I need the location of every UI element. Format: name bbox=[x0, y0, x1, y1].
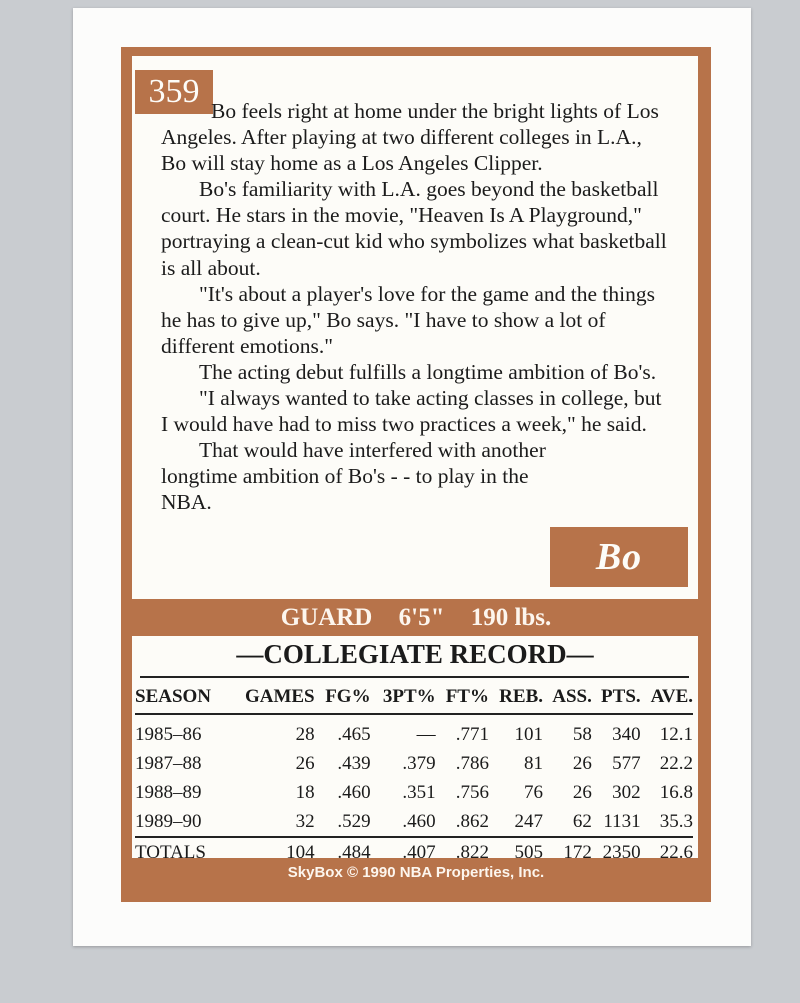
table-cell: 58 bbox=[572, 723, 592, 745]
collegiate-record-table bbox=[135, 680, 693, 867]
story-paragraph-1: Bo feels right at home under the bright lights of Los Angeles. After playing at two different colleges in L.A., Bo will stay home as a Los Angeles Clipper. bbox=[161, 99, 659, 176]
table-cell: 62 bbox=[572, 810, 592, 832]
table-cell: 26 bbox=[572, 752, 592, 774]
column-header: ASS. bbox=[543, 680, 592, 714]
story-panel bbox=[132, 56, 698, 599]
column-header: SEASON bbox=[135, 680, 229, 714]
table-cell: .351 bbox=[402, 781, 436, 803]
table-cell: .786 bbox=[455, 752, 489, 774]
weight-label: 190 lbs. bbox=[470, 604, 552, 631]
table-cell: 1131 bbox=[603, 810, 641, 832]
table-cell: .484 bbox=[315, 837, 371, 867]
table-cell: 505 bbox=[489, 837, 543, 867]
table-cell: .460 bbox=[402, 810, 436, 832]
table-cell: .460 bbox=[337, 781, 371, 803]
story-paragraph-3: "It's about a player's love for the game and the things he has to give up," Bo says. "I have to show a lot of different emotions." bbox=[161, 281, 655, 358]
table-cell: .465 bbox=[337, 723, 371, 745]
column-header: GAMES bbox=[229, 680, 315, 714]
table-cell: 28 bbox=[295, 723, 315, 745]
table-cell: 172 bbox=[543, 837, 592, 867]
table-cell: 577 bbox=[612, 752, 641, 774]
table-cell: .407 bbox=[371, 837, 436, 867]
stats-title: —COLLEGIATE RECORD— bbox=[236, 639, 594, 669]
totals-row bbox=[135, 837, 693, 867]
table-cell: 22.6 bbox=[641, 837, 693, 867]
stats-panel bbox=[132, 636, 698, 863]
signature-badge: Bo bbox=[550, 527, 688, 587]
table-cell: 247 bbox=[514, 810, 543, 832]
table-cell: 81 bbox=[524, 752, 543, 774]
table-cell: 2350 bbox=[592, 837, 641, 867]
table-cell: .756 bbox=[455, 781, 489, 803]
copyright-line: SkyBox © 1990 NBA Properties, Inc. bbox=[287, 864, 545, 881]
stats-divider bbox=[140, 676, 689, 678]
table-cell: 22.2 bbox=[659, 752, 693, 774]
table-row bbox=[135, 807, 693, 837]
table-row bbox=[135, 778, 693, 807]
story-paragraph-4: The acting debut fulfills a longtime ambition of Bo's. bbox=[199, 359, 657, 384]
table-cell: 12.1 bbox=[659, 723, 693, 745]
table-cell: 1987–88 bbox=[135, 752, 202, 774]
player-vitals bbox=[121, 601, 711, 635]
table-cell: 340 bbox=[612, 723, 641, 745]
column-header: FG% bbox=[315, 680, 371, 714]
table-cell: 26 bbox=[295, 752, 315, 774]
column-header: PTS. bbox=[592, 680, 641, 714]
table-cell: 32 bbox=[295, 810, 315, 832]
table-cell: 1988–89 bbox=[135, 781, 202, 803]
table-cell: 18 bbox=[295, 781, 315, 803]
table-cell: 76 bbox=[524, 781, 543, 803]
height-label: 6'5" bbox=[398, 604, 445, 631]
table-cell: .379 bbox=[402, 752, 436, 774]
table-cell: .771 bbox=[455, 723, 489, 745]
table-cell: 1985–86 bbox=[135, 723, 202, 745]
story-paragraph-5: "I always wanted to take acting classes in college, but I would have had to miss two practices a week," he said. bbox=[161, 386, 662, 437]
table-cell: 104 bbox=[229, 837, 315, 867]
table-cell: — bbox=[416, 723, 436, 745]
table-cell: .439 bbox=[337, 752, 371, 774]
biography-text bbox=[161, 98, 671, 516]
card-frame bbox=[121, 47, 711, 902]
table-cell: 1989–90 bbox=[135, 810, 202, 832]
table-cell: .862 bbox=[455, 810, 489, 832]
number-wrap-spacer bbox=[161, 98, 211, 122]
position-label: GUARD bbox=[280, 604, 373, 631]
table-cell: .822 bbox=[436, 837, 489, 867]
column-header: 3PT% bbox=[371, 680, 436, 714]
table-row bbox=[135, 714, 693, 749]
table-header-row bbox=[135, 680, 693, 714]
table-cell: TOTALS bbox=[135, 837, 229, 867]
table-cell: 16.8 bbox=[659, 781, 693, 803]
trading-card-back bbox=[73, 8, 751, 946]
table-cell: 35.3 bbox=[659, 810, 693, 832]
story-paragraph-2: Bo's familiarity with L.A. goes beyond the basketball court. He stars in the movie, "Heaven Is A Playground," portraying a clean-cut kid who symbolizes what basketball is all about. bbox=[161, 177, 667, 280]
column-header: FT% bbox=[436, 680, 489, 714]
table-cell: 26 bbox=[572, 781, 592, 803]
table-cell: 302 bbox=[612, 781, 641, 803]
table-cell: 101 bbox=[514, 723, 543, 745]
column-header: REB. bbox=[489, 680, 543, 714]
column-header: AVE. bbox=[641, 680, 693, 714]
story-paragraph-6: That would have interfered with another longtime ambition of Bo's - - to play in the NBA. bbox=[161, 438, 546, 515]
table-row bbox=[135, 749, 693, 778]
table-cell: .529 bbox=[337, 810, 371, 832]
card-number: 359 bbox=[135, 70, 213, 114]
